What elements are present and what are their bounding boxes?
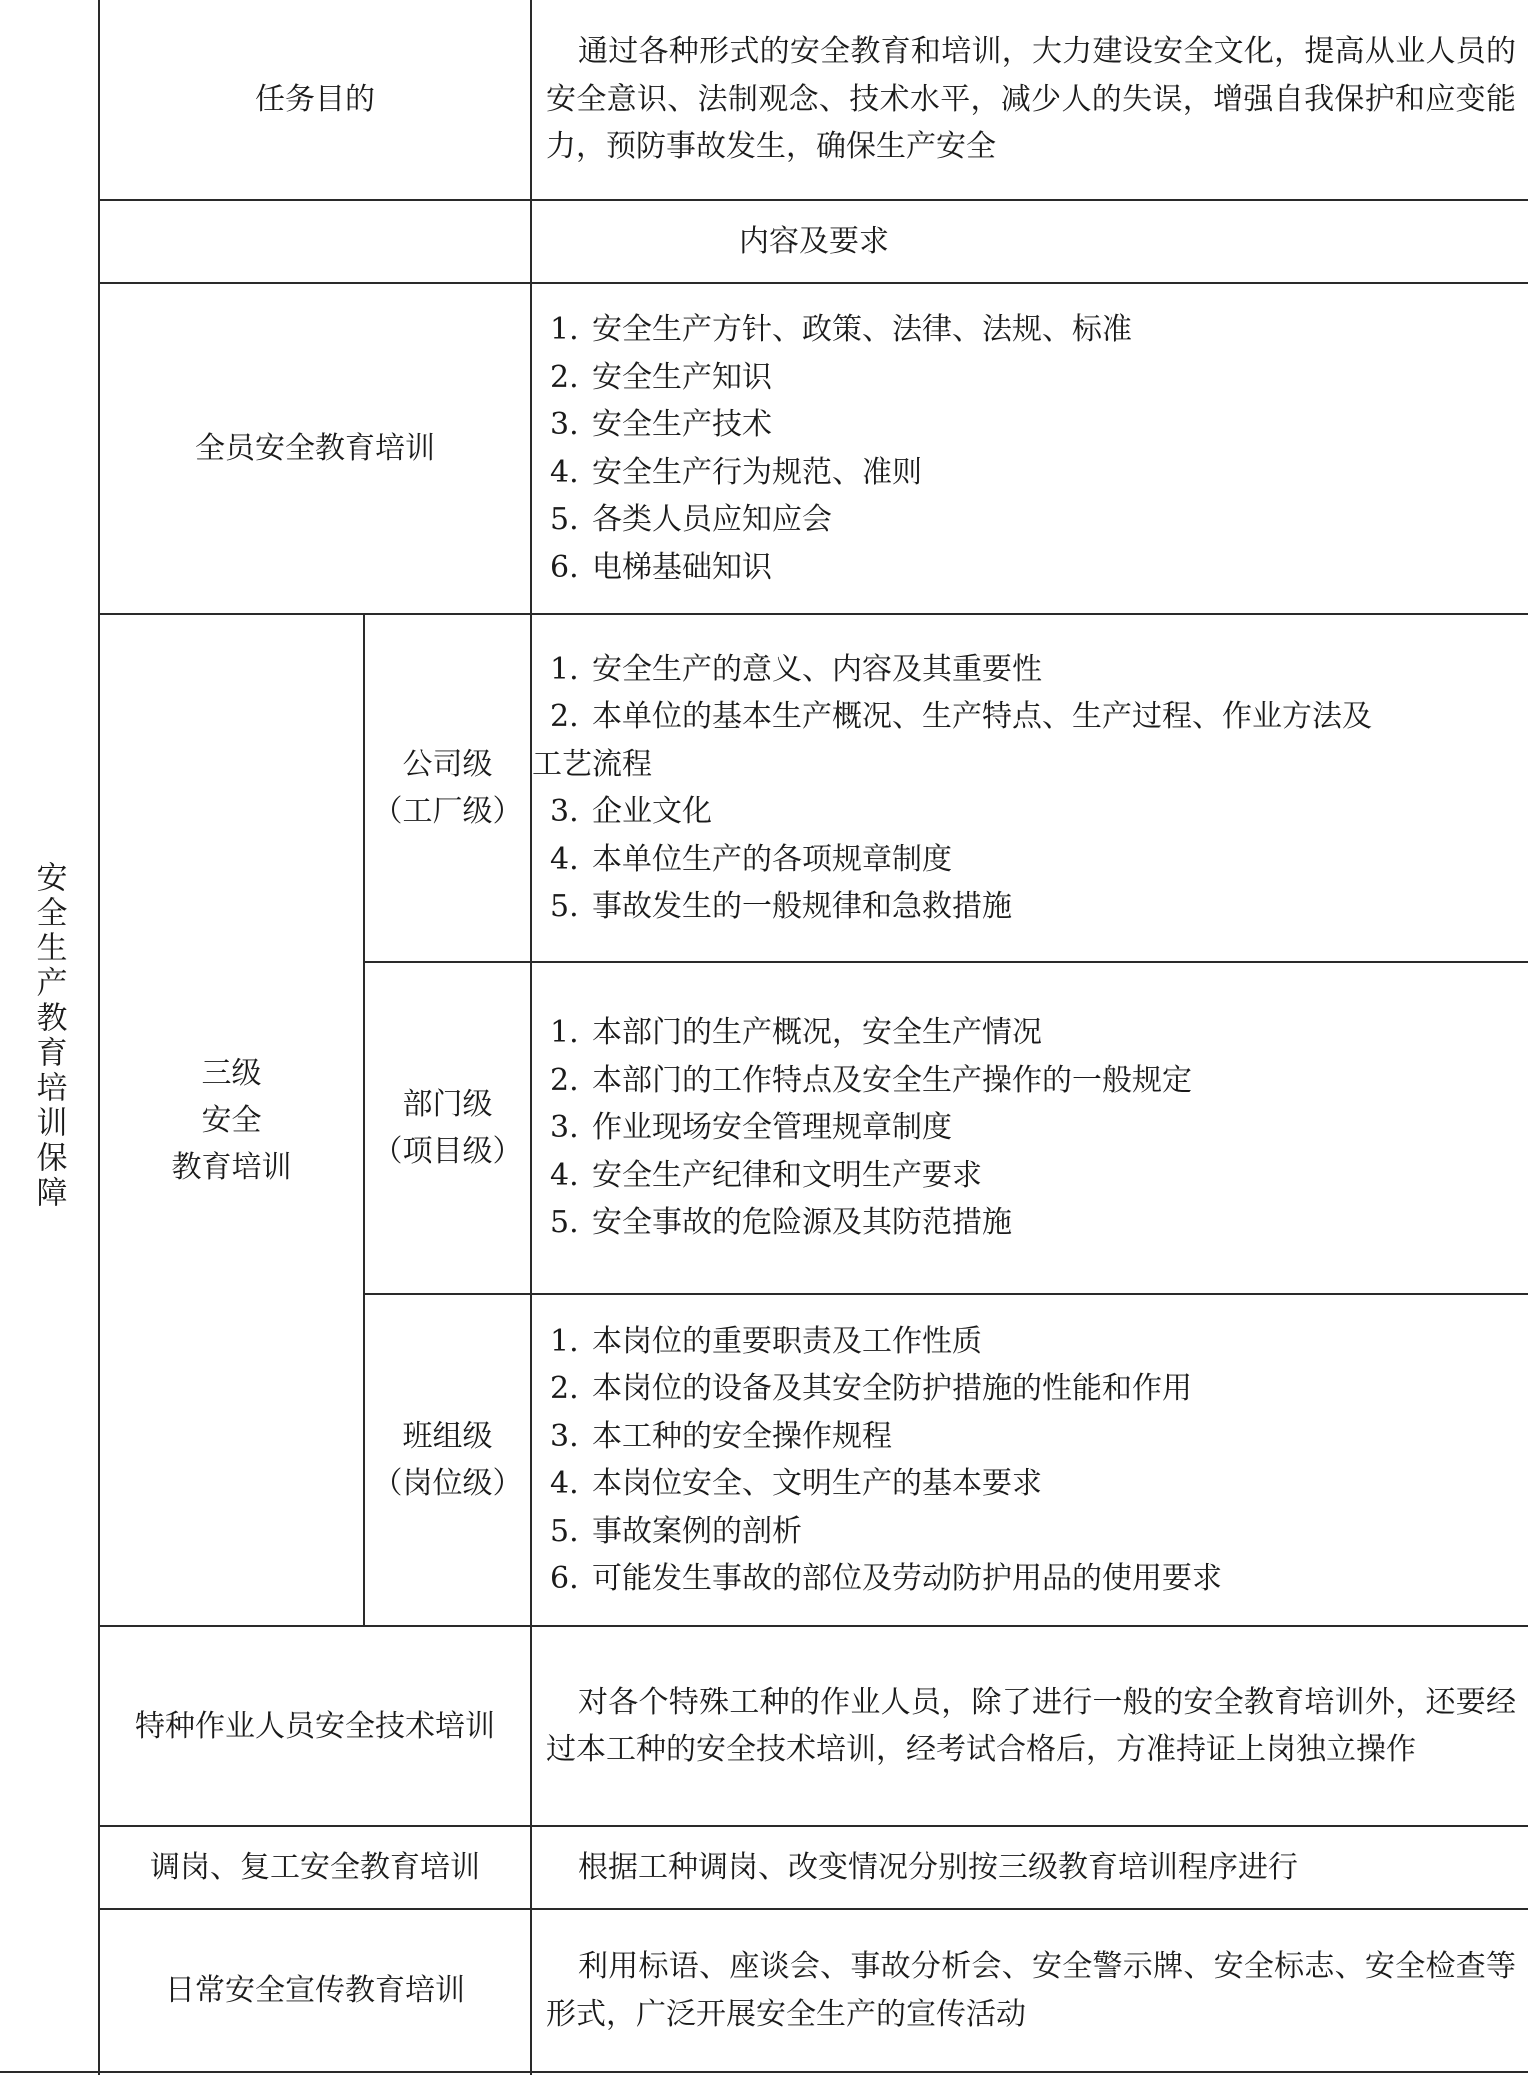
special-label: 特种作业人员安全技术培训 xyxy=(135,1708,495,1744)
transfer-label: 调岗、复工安全教育培训 xyxy=(150,1850,480,1885)
content-header: 内容及要求 xyxy=(739,224,889,259)
list-item-continuation: 工艺流程 xyxy=(532,746,652,782)
side-title-cell xyxy=(0,0,98,2071)
team-level-label: 班组级 （岗位级） xyxy=(372,1419,523,1501)
department-level-label-cell xyxy=(365,963,530,1293)
transfer-text-cell xyxy=(532,1827,1528,1908)
list-item: 5. 各类人员应知应会 xyxy=(550,502,832,537)
daily-label: 日常安全宣传教育培训 xyxy=(165,1973,465,2008)
list-item: 1. 安全生产的意义、内容及其重要性 xyxy=(550,651,1042,687)
list-item: 5. 事故发生的一般规律和急救措施 xyxy=(550,889,1012,924)
daily-text: 利用标语、座谈会、事故分析会、安全警示牌、安全标志、安全检查等形式，广泛开展安全生产的宣传活动 xyxy=(546,1949,1516,2032)
list-item: 1. 本部门的生产概况，安全生产情况 xyxy=(550,1015,1042,1051)
all-staff-label-cell xyxy=(100,284,530,613)
company-level-label: 公司级 （工厂级） xyxy=(372,747,523,829)
purpose-text-cell xyxy=(532,0,1528,199)
content-header-cell xyxy=(100,201,1528,282)
list-item: 6. 电梯基础知识 xyxy=(550,549,772,585)
list-item: 3. 安全生产技术 xyxy=(550,407,772,442)
transfer-label-cell xyxy=(100,1827,530,1908)
three-level-label-cell xyxy=(100,615,363,1625)
special-text-cell xyxy=(532,1627,1528,1825)
team-level-label-cell xyxy=(365,1295,530,1625)
list-item: 4. 安全生产行为规范、准则 xyxy=(550,454,922,490)
department-level-list xyxy=(532,963,1528,1293)
all-staff-label: 全员安全教育培训 xyxy=(195,431,435,466)
list-item: 5. 安全事故的危险源及其防范措施 xyxy=(550,1205,1012,1241)
bottom-border-line xyxy=(0,2071,1528,2073)
list-item: 4. 本岗位安全、文明生产的基本要求 xyxy=(550,1466,1042,1501)
list-item: 3. 企业文化 xyxy=(550,794,712,829)
list-item: 4. 本单位生产的各项规章制度 xyxy=(550,841,952,877)
special-label-cell xyxy=(100,1627,530,1825)
daily-text-cell xyxy=(532,1910,1528,2071)
special-text: 对各个特殊工种的作业人员，除了进行一般的安全教育培训外，还要经过本工种的安全技术培训，经考试合格后，方准持证上岗独立操作 xyxy=(546,1684,1516,1767)
team-level-list xyxy=(532,1295,1528,1625)
list-item: 6. 可能发生事故的部位及劳动防护用品的使用要求 xyxy=(550,1561,1222,1596)
transfer-text: 根据工种调岗、改变情况分别按三级教育培训程序进行 xyxy=(578,1849,1298,1885)
list-item: 2. 安全生产知识 xyxy=(550,359,772,395)
company-level-label-cell xyxy=(365,615,530,961)
purpose-text: 通过各种形式的安全教育和培训，大力建设安全文化，提高从业人员的安全意识、法制观念、技术水平，减少人的失误，增强自我保护和应变能力，预防事故发生，确保生产安全 xyxy=(546,34,1516,165)
list-item: 2. 本单位的基本生产概况、生产特点、生产过程、作业方法及 xyxy=(550,699,1372,734)
purpose-label-cell xyxy=(100,0,530,199)
list-item: 3. 本工种的安全操作规程 xyxy=(550,1418,892,1454)
list-item: 1. 安全生产方针、政策、法律、法规、标准 xyxy=(550,312,1132,347)
side-title: 安全生产教育培训保障 xyxy=(30,860,67,1211)
list-item: 2. 本部门的工作特点及安全生产操作的一般规定 xyxy=(550,1062,1192,1098)
list-item: 1. 本岗位的重要职责及工作性质 xyxy=(550,1323,982,1359)
department-level-label: 部门级 （项目级） xyxy=(372,1087,523,1169)
company-level-list xyxy=(532,615,1528,961)
list-item: 2. 本岗位的设备及其安全防护措施的性能和作用 xyxy=(550,1371,1192,1406)
three-level-label: 三级 安全 教育培训 xyxy=(171,1055,292,1185)
list-item: 3. 作业现场安全管理规章制度 xyxy=(550,1110,952,1146)
daily-label-cell xyxy=(100,1910,530,2071)
all-staff-list xyxy=(532,284,1528,613)
purpose-label: 任务目的 xyxy=(255,82,375,117)
list-item: 5. 事故案例的剖析 xyxy=(550,1513,802,1549)
list-item: 4. 安全生产纪律和文明生产要求 xyxy=(550,1157,982,1193)
